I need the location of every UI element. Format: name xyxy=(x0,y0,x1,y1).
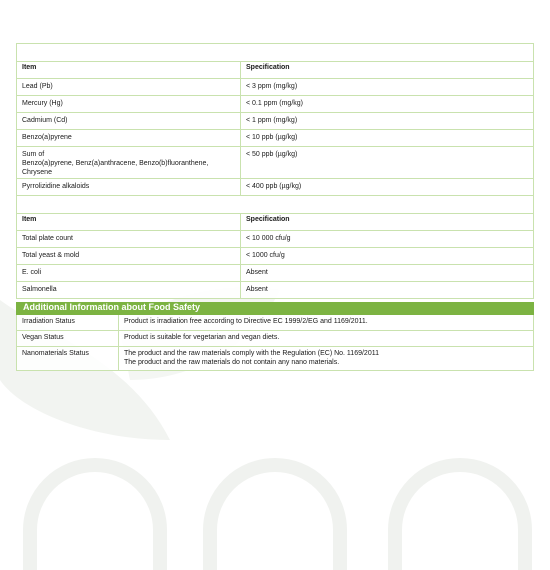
info-label: Irradiation Status xyxy=(17,315,119,331)
row-item: Cadmium (Cd) xyxy=(17,113,241,130)
row-spec: < 1000 cfu/g xyxy=(241,248,534,265)
row-item: Total yeast & mold xyxy=(17,248,241,265)
purity-col-spec: Specification xyxy=(241,62,534,79)
row-item-line: Sum of xyxy=(22,151,45,158)
row-item: Salmonella xyxy=(17,282,241,299)
info-label: Vegan Status xyxy=(17,331,119,347)
row-item: Total plate count xyxy=(17,231,241,248)
row-item: E. coli xyxy=(17,265,241,282)
info-value-line: The product and the raw materials do not contain any nano materials. xyxy=(124,359,340,366)
row-spec: < 3 ppm (mg/kg) xyxy=(241,79,534,96)
purity-col-item: Item xyxy=(17,62,241,79)
table-row xyxy=(17,331,534,347)
table-row xyxy=(17,315,534,331)
row-item-line: Chrysene xyxy=(22,169,52,176)
food-safety-title: Additional Information about Food Safety xyxy=(17,303,534,315)
purity-title: Purity xyxy=(17,44,534,62)
row-spec: < 10 000 cfu/g xyxy=(241,231,534,248)
info-value-line: Product is suitable for vegetarian and vegan diets. xyxy=(124,334,280,341)
row-spec: < 400 ppb (µg/kg) xyxy=(241,179,534,196)
microbiology-column-header xyxy=(17,214,534,231)
food-safety-table xyxy=(16,302,534,371)
row-spec: < 10 ppb (µg/kg) xyxy=(241,130,534,147)
table-row xyxy=(17,147,534,179)
microbiology-col-item: Item xyxy=(17,214,241,231)
purity-section-header xyxy=(17,44,534,62)
row-item xyxy=(17,147,241,179)
row-spec: Absent xyxy=(241,265,534,282)
table-row xyxy=(17,79,534,96)
arch-watermark-left xyxy=(30,465,160,570)
info-label: Nanomaterials Status xyxy=(17,347,119,371)
table-row xyxy=(17,231,534,248)
table-row xyxy=(17,96,534,113)
row-spec: Absent xyxy=(241,282,534,299)
info-value xyxy=(119,347,534,371)
food-safety-section-header xyxy=(17,303,534,315)
arch-watermark-middle xyxy=(210,465,340,570)
info-value-line: The product and the raw materials comply with the Regulation (EC) No. 1169/2011 xyxy=(124,350,379,357)
table-row xyxy=(17,113,534,130)
row-spec: < 0.1 ppm (mg/kg) xyxy=(241,96,534,113)
info-value-line: Product is irradiation free according to Directive EC 1999/2/EG and 1169/2011. xyxy=(124,318,368,325)
row-spec: < 50 ppb (µg/kg) xyxy=(241,147,534,179)
table-row xyxy=(17,347,534,371)
table-row xyxy=(17,282,534,299)
microbiology-col-spec: Specification xyxy=(241,214,534,231)
row-spec: < 1 ppm (mg/kg) xyxy=(241,113,534,130)
row-item: Benzo(a)pyrene xyxy=(17,130,241,147)
arch-watermark-right xyxy=(395,465,525,570)
table-row xyxy=(17,130,534,147)
table-row xyxy=(17,265,534,282)
table-row xyxy=(17,179,534,196)
table-row xyxy=(17,248,534,265)
row-item: Mercury (Hg) xyxy=(17,96,241,113)
specification-table xyxy=(16,43,534,299)
row-item: Lead (Pb) xyxy=(17,79,241,96)
microbiology-section-header xyxy=(17,196,534,214)
info-value xyxy=(119,331,534,347)
info-value xyxy=(119,315,534,331)
purity-column-header xyxy=(17,62,534,79)
row-item-line: Benzo(a)pyrene, Benz(a)anthracene, Benzo(b)fluoranthene, xyxy=(22,160,209,167)
row-item: Pyrrolizidine alkaloids xyxy=(17,179,241,196)
microbiology-title: Microbiology xyxy=(17,196,534,214)
